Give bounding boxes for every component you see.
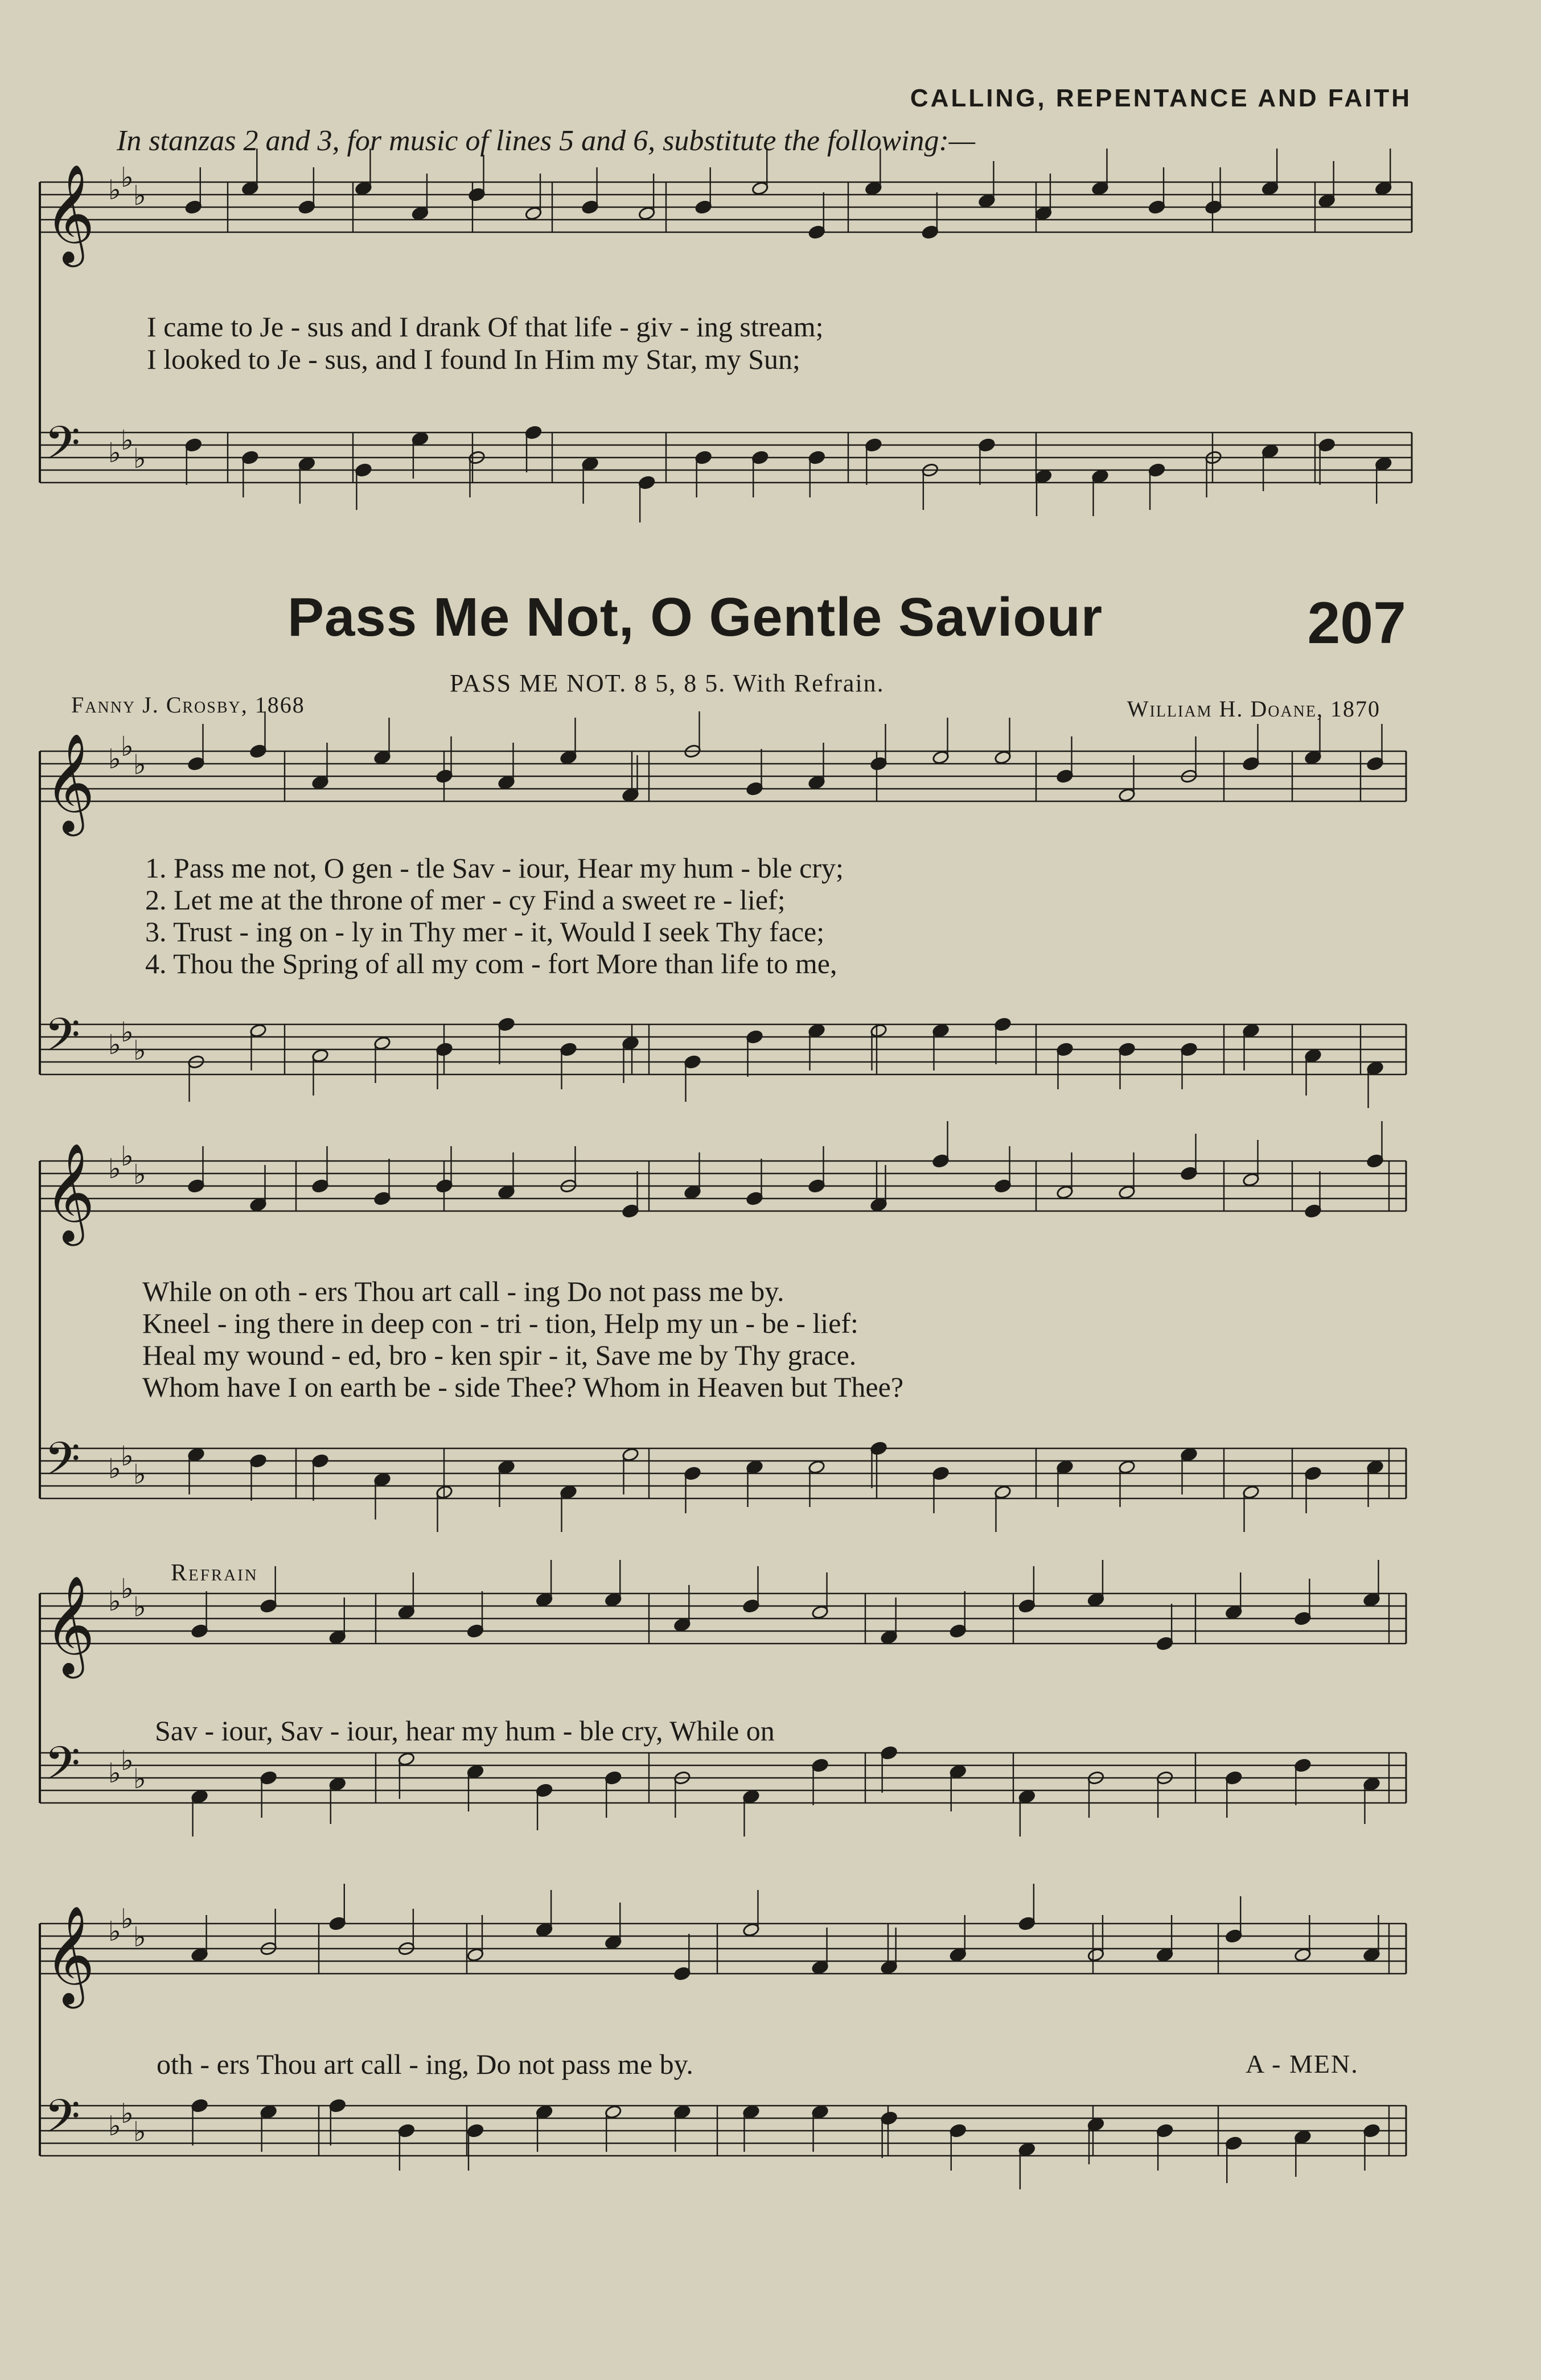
bass-clef-icon: 𝄢 [44,2090,81,2155]
flat-sign-icon: ♭ [121,162,134,193]
note-head [187,1447,205,1462]
note-head [311,1179,329,1193]
note-head [467,2123,484,2138]
note-head [1294,1758,1312,1773]
note-head [536,1783,553,1798]
note-head [355,463,372,477]
note-head [328,1777,346,1792]
note-head [398,1752,416,1767]
note-head [412,206,429,221]
note-head [1087,1592,1105,1607]
note-head [932,1466,950,1481]
note-head [978,193,996,208]
note-head [1180,1042,1198,1057]
note-head [311,1453,329,1468]
note-head [1304,1466,1322,1481]
note-head [1035,206,1053,221]
note-head [328,1916,346,1931]
note-head [467,1947,484,1962]
note-head [581,200,599,215]
note-head [1242,1485,1260,1500]
author-credit: Fanny J. Crosby, 1868 [71,692,305,718]
note-head [1087,2117,1105,2132]
note-head [695,200,712,215]
note-head [260,1770,277,1785]
note-head [808,1179,825,1193]
note-head [684,1185,701,1200]
note-head [746,1030,763,1044]
refrain-lyric-line-2: oth - ers Thou art call - ing, Do not pass me by. [157,2048,693,2080]
substitution-note: In stanzas 2 and 3, for music of lines 5 and 6, substitute the following:— [117,125,976,157]
note-head [191,1947,208,1962]
note-head [355,181,372,196]
note-head [311,1048,329,1063]
note-head [684,1055,701,1069]
verse-4-line-b: Whom have I on earth be - side Thee? Whom in Heaven but Thee? [142,1371,904,1403]
note-head [468,187,486,202]
note-head [1118,1042,1136,1057]
note-head [870,756,887,771]
note-head [1366,1154,1384,1168]
note-head [311,775,329,790]
note-head [241,450,259,465]
note-head [1304,1204,1322,1218]
note-head [260,1599,277,1613]
flat-sign-icon: ♭ [133,1763,146,1795]
flat-sign-icon: ♭ [108,1586,121,1617]
flat-sign-icon: ♭ [108,1453,121,1485]
note-head [498,1185,515,1200]
note-head [1056,1042,1074,1057]
note-head [605,1770,622,1785]
amen-text: A - MEN. [1246,2049,1359,2078]
note-head [184,200,202,215]
note-head [1225,1770,1243,1785]
bass-clef-icon: 𝄢 [44,1737,81,1802]
note-head [1148,200,1166,215]
flat-sign-icon: ♭ [121,1573,134,1605]
note-head [605,1935,622,1950]
note-head [870,1441,887,1456]
note-head [298,456,316,471]
note-head [373,1191,391,1206]
note-head [622,1204,639,1218]
note-head [498,1017,515,1032]
note-head [1225,1605,1243,1620]
flat-sign-icon: ♭ [133,1159,146,1191]
note-head [808,775,825,790]
note-head [1205,200,1222,215]
flat-sign-icon: ♭ [108,1916,121,1947]
note-head [1318,193,1335,208]
note-head [922,225,939,240]
note-head [1363,1592,1380,1607]
note-head [1018,1599,1036,1613]
note-head [811,2105,829,2119]
note-head [241,181,259,196]
note-head [932,1023,950,1038]
note-head [751,181,769,196]
note-head [1225,2136,1243,2151]
flat-sign-icon: ♭ [121,731,134,763]
note-head [191,1624,208,1638]
note-head [1118,1185,1136,1200]
note-head [880,2111,898,2126]
note-head [298,200,316,215]
note-head [398,1605,416,1620]
note-head [373,1472,391,1487]
note-head [1363,1947,1380,1962]
note-head [865,438,882,452]
note-head [184,438,202,452]
note-head [536,2105,553,2119]
note-head [808,450,825,465]
note-head [1156,1636,1174,1651]
flat-sign-icon: ♭ [108,1757,121,1789]
note-head [751,450,769,465]
note-head [435,1179,453,1193]
note-head [260,2105,277,2119]
flat-sign-icon: ♭ [121,1745,134,1777]
note-head [746,1191,763,1206]
note-head [525,425,543,440]
note-head [978,438,996,452]
note-head [1091,469,1109,484]
note-head [994,750,1012,765]
alt-lyric-line-2: I looked to Je - sus, and I found In Him my Star, my Sun; [147,343,800,375]
note-head [932,750,950,765]
note-head [695,450,712,465]
note-head [467,1764,484,1779]
note-head [1366,756,1384,771]
note-head [742,1922,760,1937]
note-head [536,1922,553,1937]
note-head [560,750,577,765]
note-head [498,775,515,790]
flat-sign-icon: ♭ [133,1035,146,1067]
note-head [249,744,267,759]
note-head [870,1023,887,1038]
bass-clef-icon: 𝄢 [44,1432,81,1497]
note-head [1156,1947,1174,1962]
note-head [870,1197,887,1212]
note-head [1363,2123,1380,2138]
verse-1-line-b: While on oth - ers Thou art call - ing Do not pass me by. [142,1275,784,1307]
flat-sign-icon: ♭ [108,437,121,469]
treble-clef-icon: 𝄞 [44,1575,95,1674]
note-head [1035,469,1053,484]
note-head [746,781,763,796]
note-head [949,1764,967,1779]
hymn-title: Pass Me Not, O Gentle Saviour [287,587,1103,648]
note-head [1242,1172,1260,1187]
note-head [880,1745,898,1760]
note-head [498,1460,515,1475]
note-head [536,1592,553,1607]
note-head [1056,769,1074,784]
flat-sign-icon: ♭ [121,425,134,456]
note-head [1261,181,1279,196]
note-head [525,206,543,221]
note-head [1118,1460,1136,1475]
note-head [435,769,453,784]
note-head [435,1042,453,1057]
verse-1-line-a: 1. Pass me not, O gen - tle Sav - iour, Hear my hum - ble cry; [145,852,844,884]
note-head [581,456,599,471]
flat-sign-icon: ♭ [121,1440,134,1472]
note-head [249,1023,267,1038]
flat-sign-icon: ♭ [133,1591,146,1623]
note-head [560,1042,577,1057]
note-head [1366,1460,1384,1475]
note-head [373,750,391,765]
hymn-number: 207 [1307,590,1406,656]
alt-lyric-line-1: I came to Je - sus and I drank Of that life - giv - ing stream; [147,311,824,343]
note-head [1225,1929,1243,1943]
note-head [560,1485,577,1500]
note-head [742,1599,760,1613]
note-head [328,2098,346,2113]
note-head [1294,2130,1312,2144]
flat-sign-icon: ♭ [133,180,146,212]
note-head [808,225,825,240]
note-head [811,1605,829,1620]
treble-clef-icon: 𝄞 [44,164,95,263]
note-head [1304,750,1322,765]
note-head [1056,1185,1074,1200]
note-head [605,1592,622,1607]
treble-clef-icon: 𝄞 [44,1143,95,1242]
note-head [191,2098,208,2113]
flat-sign-icon: ♭ [121,1903,134,1935]
tune-name: PASS ME NOT. 8 5, 8 5. With Refrain. [450,669,885,697]
note-head [880,1630,898,1645]
note-head [1018,1916,1036,1931]
note-head [811,1960,829,1975]
note-head [949,1947,967,1962]
note-head [1366,1061,1384,1076]
flat-sign-icon: ♭ [108,743,121,775]
verse-3-line-a: 3. Trust - ing on - ly in Thy mer - it, Would I seek Thy face; [145,916,825,948]
note-head [1363,1777,1380,1792]
note-head [191,1789,208,1804]
note-head [1091,181,1109,196]
note-head [398,2123,416,2138]
note-head [1118,788,1136,802]
note-head [1018,1789,1036,1804]
note-head [994,1485,1012,1500]
note-head [1018,2142,1036,2157]
verse-2-line-a: 2. Let me at the throne of mer - cy Find a sweet re - lief; [145,884,786,916]
flat-sign-icon: ♭ [108,2110,121,2142]
note-head [1056,1460,1074,1475]
note-head [742,1789,760,1804]
note-head [467,1624,484,1638]
note-head [808,1023,825,1038]
note-head [1180,1447,1198,1462]
note-head [622,1036,639,1051]
note-head [865,181,882,196]
note-head [811,1758,829,1773]
note-head [187,1179,205,1193]
note-head [880,1960,898,1975]
note-head [684,1466,701,1481]
note-head [746,1460,763,1475]
flat-sign-icon: ♭ [121,1140,134,1172]
bass-clef-icon: 𝄢 [44,1008,81,1073]
flat-sign-icon: ♭ [108,1153,121,1185]
note-head [949,1624,967,1638]
treble-clef-icon: 𝄞 [44,733,95,832]
note-head [373,1036,391,1051]
flat-sign-icon: ♭ [133,443,146,475]
note-head [1318,438,1335,452]
note-head [249,1453,267,1468]
note-head [638,206,656,221]
note-head [412,431,429,446]
note-head [1180,1166,1198,1181]
note-head [673,2105,691,2119]
note-head [622,1447,639,1462]
note-head [1087,1947,1105,1962]
note-head [949,2123,967,2138]
note-head [1261,444,1279,459]
refrain-lyric-line-1: Sav - iour, Sav - iour, hear my hum - ble cry, While on [155,1715,775,1747]
note-head [1242,1023,1260,1038]
verse-2-line-b: Kneel - ing there in deep con - tri - tion, Help my un - be - lief: [142,1307,858,1339]
note-head [187,756,205,771]
note-head [1294,1947,1312,1962]
note-head [1294,1611,1312,1626]
note-head [249,1197,267,1212]
verse-3-line-b: Heal my wound - ed, bro - ken spir - it, Save me by Thy grace. [142,1339,857,1371]
note-head [1242,756,1260,771]
verse-4-line-a: 4. Thou the Spring of all my com - fort More than life to me, [145,948,837,979]
note-head [932,1154,950,1168]
note-head [622,788,639,802]
flat-sign-icon: ♭ [133,1921,146,1953]
note-head [808,1460,825,1475]
note-head [673,1966,691,1981]
composer-credit: William H. Doane, 1870 [1127,696,1380,722]
treble-clef-icon: 𝄞 [44,1905,95,2004]
note-head [1375,456,1392,471]
note-head [1148,463,1166,477]
note-head [638,475,656,490]
note-head [605,2105,622,2119]
flat-sign-icon: ♭ [133,749,146,781]
note-head [1375,181,1392,196]
flat-sign-icon: ♭ [121,2098,134,2130]
note-head [994,1179,1012,1193]
note-head [673,1617,691,1632]
note-head [328,1630,346,1645]
section-heading: CALLING, REPENTANCE AND FAITH [910,84,1412,112]
refrain-label: Refrain [171,1560,258,1586]
flat-sign-icon: ♭ [121,1016,134,1048]
note-head [1304,1048,1322,1063]
flat-sign-icon: ♭ [133,2116,146,2148]
flat-sign-icon: ♭ [108,1029,121,1061]
flat-sign-icon: ♭ [108,174,121,206]
note-head [994,1017,1012,1032]
bass-clef-icon: 𝄢 [44,417,81,481]
note-head [1156,2123,1174,2138]
flat-sign-icon: ♭ [133,1459,146,1490]
note-head [742,2105,760,2119]
